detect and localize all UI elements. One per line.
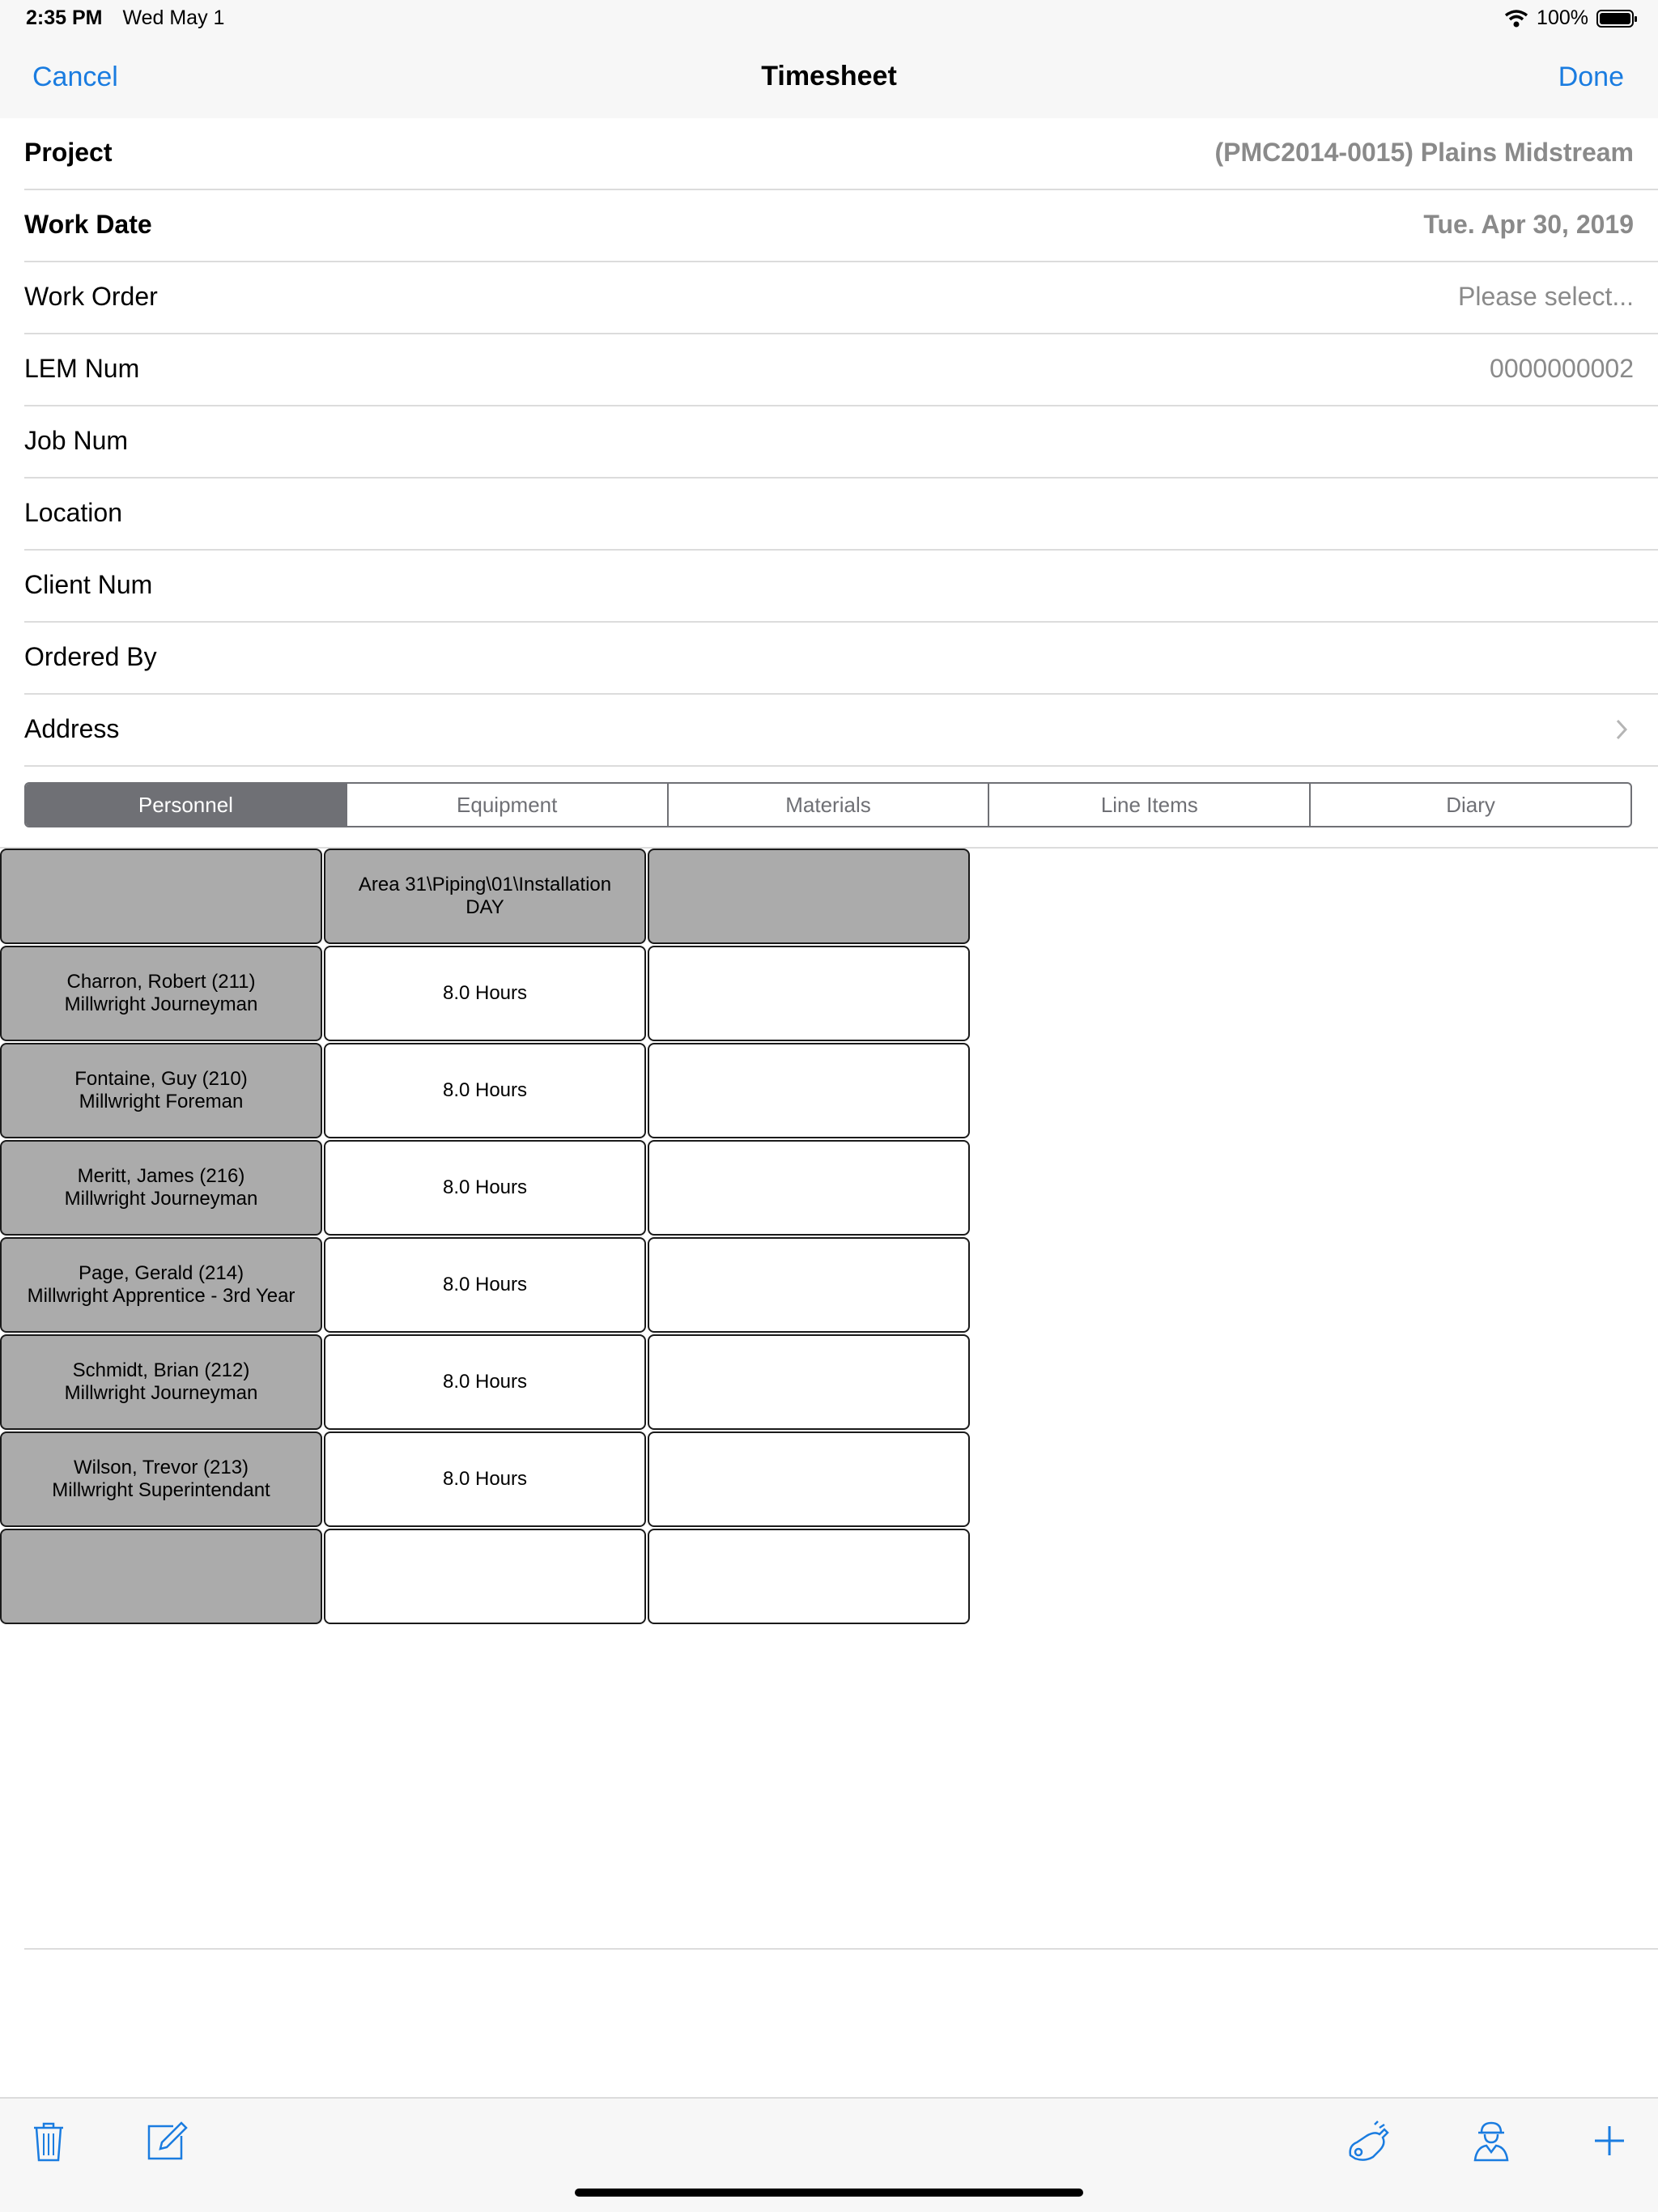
field-label: Project — [24, 138, 113, 167]
battery-fill — [1600, 13, 1630, 24]
empty-hours-cell[interactable] — [648, 1334, 970, 1430]
empty-hours-cell[interactable] — [648, 1237, 970, 1333]
status-bar — [0, 0, 1658, 39]
employee-role: Millwright Journeyman — [64, 1382, 258, 1404]
empty-hours-cell[interactable] — [324, 1529, 646, 1624]
status-time-text: 2:35 PM — [26, 6, 103, 29]
field-label: Location — [24, 498, 122, 527]
empty-hours-cell[interactable] — [648, 946, 970, 1041]
cost-code-header[interactable] — [324, 849, 646, 944]
field-value: (PMC2014-0015) Plains Midstream — [1214, 138, 1634, 167]
field-value: Please select... — [1458, 282, 1634, 311]
chevron-right-icon — [1609, 717, 1634, 742]
hours-value: 8.0 Hours — [442, 1176, 528, 1198]
hours-value: 8.0 Hours — [442, 1371, 528, 1393]
hours-value: 8.0 Hours — [442, 1079, 528, 1101]
employee-name: Wilson, Trevor (213) — [73, 1457, 249, 1478]
cost-code-label: Area 31\Piping\01\Installation — [358, 874, 612, 895]
hours-value: 8.0 Hours — [442, 1274, 528, 1295]
field-label: LEM Num — [24, 354, 140, 383]
tab-line-items[interactable]: Line Items — [988, 784, 1309, 826]
timesheet-form — [0, 118, 1658, 767]
employee-role: Millwright Apprentice - 3rd Year — [27, 1285, 295, 1307]
form-row-client-num[interactable] — [24, 551, 1658, 623]
trash-icon[interactable] — [24, 2116, 73, 2165]
field-label: Job Num — [24, 426, 129, 455]
form-row-job-num[interactable] — [24, 406, 1658, 479]
employee-role: Millwright Journeyman — [64, 993, 258, 1015]
field-label: Work Date — [24, 210, 152, 239]
tab-diary[interactable]: Diary — [1309, 784, 1630, 826]
shift-label: DAY — [466, 896, 504, 918]
hours-cell[interactable] — [324, 946, 646, 1041]
field-label: Ordered By — [24, 642, 157, 671]
tab-materials[interactable]: Materials — [667, 784, 988, 826]
battery-icon — [1596, 10, 1634, 28]
employee-name: Page, Gerald (214) — [78, 1262, 244, 1284]
employee-role: Millwright Foreman — [79, 1091, 244, 1112]
hours-cell[interactable] — [324, 1334, 646, 1430]
employee-role: Millwright Superintendant — [52, 1479, 270, 1501]
wifi-icon — [1504, 9, 1528, 28]
employee-name: Meritt, James (216) — [77, 1165, 245, 1187]
field-value: Tue. Apr 30, 2019 — [1423, 210, 1634, 239]
cancel-button[interactable]: Cancel — [32, 62, 118, 92]
battery-percent: 100% — [1537, 6, 1588, 29]
empty-hours-cell[interactable] — [648, 1043, 970, 1138]
form-row-work-order[interactable] — [24, 262, 1658, 334]
field-value: 0000000002 — [1490, 354, 1634, 383]
equipment-icon[interactable] — [1342, 2116, 1391, 2165]
hours-cell[interactable] — [324, 1431, 646, 1527]
personnel-icon[interactable] — [1467, 2116, 1516, 2165]
add-employee-cell[interactable] — [0, 1529, 322, 1624]
status-time — [26, 6, 224, 30]
field-label: Work Order — [24, 282, 158, 311]
hours-value: 8.0 Hours — [442, 982, 528, 1004]
form-row-lem-num[interactable] — [24, 334, 1658, 406]
field-label: Client Num — [24, 570, 153, 599]
section-tabs — [24, 782, 1632, 827]
tab-personnel[interactable]: Personnel — [26, 784, 346, 826]
form-row-location[interactable] — [24, 479, 1658, 551]
employee-cell[interactable] — [0, 946, 322, 1041]
add-icon[interactable] — [1585, 2116, 1634, 2165]
hours-cell[interactable] — [324, 1237, 646, 1333]
done-button[interactable]: Done — [1558, 62, 1624, 92]
edit-icon[interactable] — [142, 2116, 191, 2165]
employee-cell[interactable] — [0, 1237, 322, 1333]
form-row-work-date[interactable] — [24, 190, 1658, 262]
form-row-ordered-by[interactable] — [24, 623, 1658, 695]
form-row-address[interactable] — [24, 695, 1658, 767]
hours-cell[interactable] — [324, 1043, 646, 1138]
hours-value: 8.0 Hours — [442, 1468, 528, 1490]
tab-equipment[interactable]: Equipment — [346, 784, 667, 826]
employee-name: Schmidt, Brian (212) — [72, 1359, 250, 1381]
employee-cell[interactable] — [0, 1431, 322, 1527]
grid-corner-cell — [0, 849, 322, 944]
employee-name: Fontaine, Guy (210) — [74, 1068, 248, 1090]
employee-name: Charron, Robert (211) — [66, 971, 256, 993]
status-right — [1504, 6, 1634, 30]
employee-cell[interactable] — [0, 1140, 322, 1236]
hours-cell[interactable] — [324, 1140, 646, 1236]
empty-hours-cell[interactable] — [648, 1431, 970, 1527]
form-row-project[interactable] — [24, 118, 1658, 190]
employee-cell[interactable] — [0, 1043, 322, 1138]
navigation-bar — [0, 39, 1658, 118]
divider — [24, 1948, 1658, 1950]
empty-hours-cell[interactable] — [648, 1529, 970, 1624]
status-date: Wed May 1 — [122, 6, 225, 29]
field-label: Address — [24, 714, 120, 743]
home-indicator — [575, 2189, 1083, 2197]
add-cost-code-header[interactable] — [648, 849, 970, 944]
employee-cell[interactable] — [0, 1334, 322, 1430]
employee-role: Millwright Journeyman — [64, 1188, 258, 1210]
empty-hours-cell[interactable] — [648, 1140, 970, 1236]
page-title: Timesheet — [761, 61, 897, 91]
